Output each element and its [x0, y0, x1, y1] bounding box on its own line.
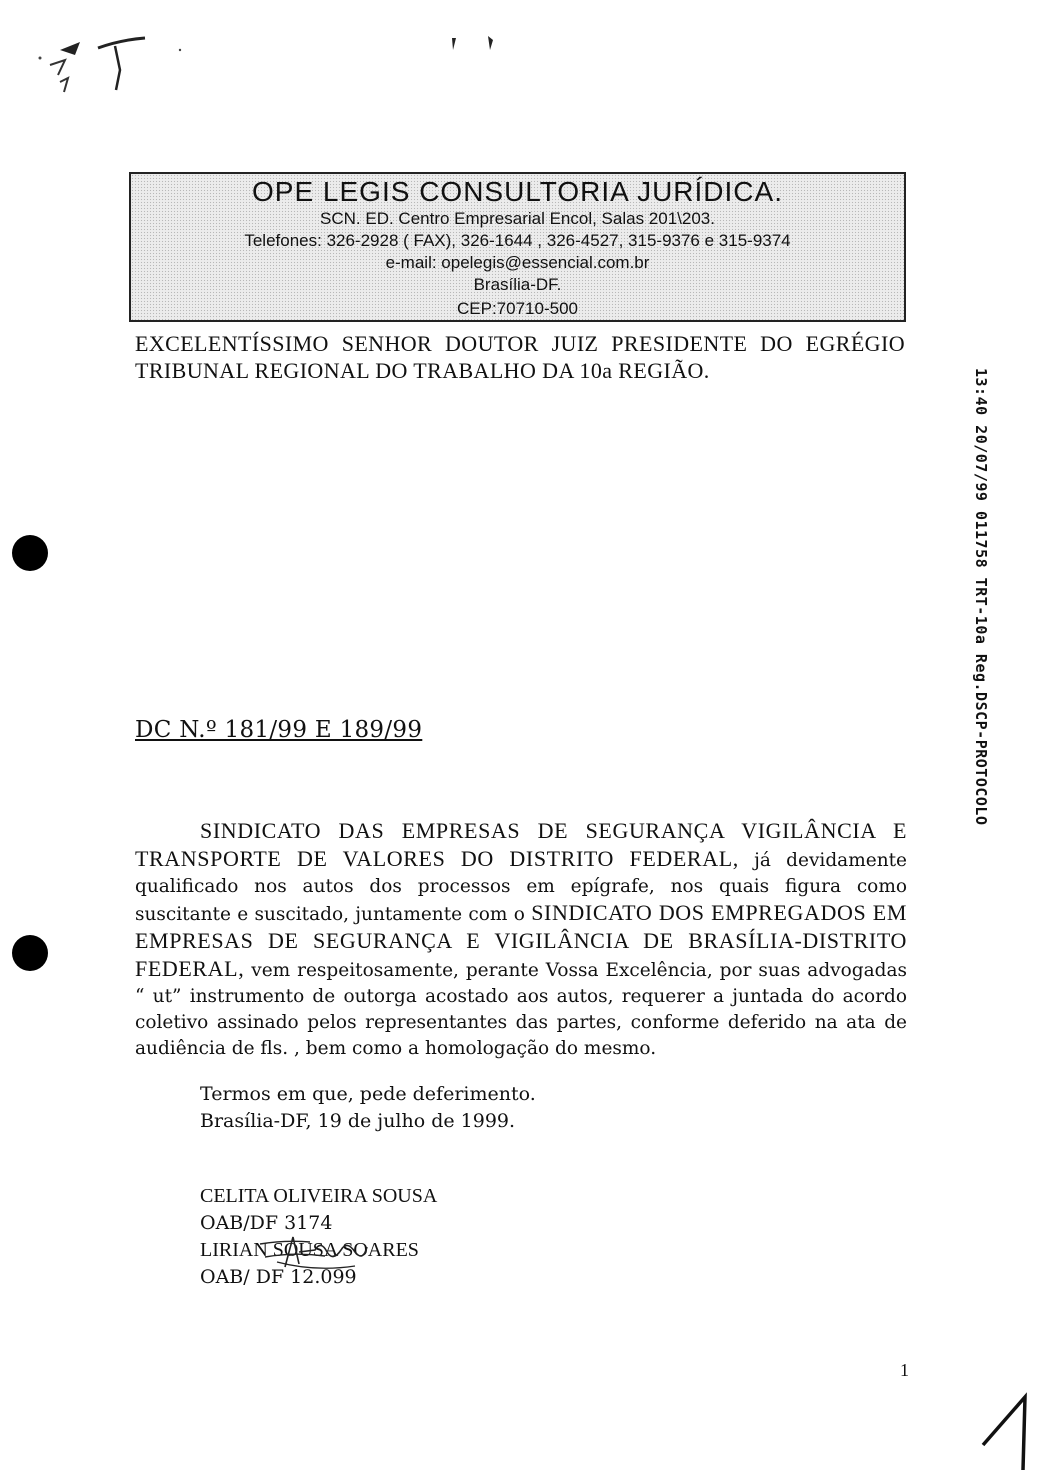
closing: [200, 1081, 536, 1135]
signatory-1-oab: OAB/DF 3174: [200, 1212, 333, 1234]
punch-hole-bottom: [12, 935, 48, 971]
party-1: SINDICATO DAS EMPRESAS DE SEGURANÇA VIGILÂNCIA E TRANSPORTE DE VALORES DO DISTRITO FEDERAL,: [135, 818, 907, 871]
body-text-2: vem respeitosamente, perante Vossa Excelência, por suas advogadas “ ut” instrumento de outorga acostado aos autos, requerer a juntada do acordo coletivo assinado pelos representantes das partes, conforme deferido na ata de audiência de fls. , bem como a homologação do mesmo.: [135, 960, 907, 1059]
addressee-line-1: EXCELENTÍSSIMO SENHOR DOUTOR JUIZ PRESIDENTE DO EGRÉGIO: [135, 331, 905, 356]
addressee: [135, 330, 905, 384]
signatory-2-name: LIRIAN SOUSA SOARES: [200, 1239, 419, 1261]
firm-city: Brasília-DF.: [473, 275, 562, 294]
handwritten-signature: [255, 1222, 375, 1282]
case-number: DC N.º 181/99 E 189/99: [135, 717, 423, 743]
protocol-stamp-text: 13:40 20/07/99 011758 TRT-10a Reg.DSCP-PROTOCOLO: [972, 368, 990, 826]
firm-address: SCN. ED. Centro Empresarial Encol, Salas 201\203.: [320, 209, 715, 228]
handwritten-page-mark: [975, 1385, 1035, 1475]
protocol-stamp: [964, 368, 990, 826]
scan-marks-top: [440, 30, 510, 60]
body-text-1: já devidamente qualificado nos autos dos processos em epígrafe, nos quais figura como suscitante e suscitado, juntamente com o: [135, 850, 907, 925]
addressee-line-2: TRIBUNAL REGIONAL DO TRABALHO DA 10a REGIÃO.: [135, 358, 710, 383]
punch-hole-top: [12, 535, 48, 571]
signatory-2-oab: OAB/ DF 12.099: [200, 1266, 357, 1288]
closing-line-1: Termos em que, pede deferimento.: [200, 1083, 536, 1105]
body-paragraph: [135, 818, 907, 1062]
letterhead: [129, 172, 906, 322]
signatory-1-name: CELITA OLIVEIRA SOUSA: [200, 1185, 438, 1207]
party-2: SINDICATO DOS EMPREGADOS EM EMPRESAS DE SEGURANÇA E VIGILÂNCIA DE BRASÍLIA-DISTRITO FEDERAL,: [135, 900, 907, 981]
page-number: 1: [900, 1360, 909, 1380]
firm-phones: Telefones: 326-2928 ( FAX), 326-1644 , 326-4527, 315-9376 e 315-9374: [244, 231, 791, 250]
firm-email: e-mail: opelegis@essencial.com.br: [385, 253, 650, 272]
closing-date: Brasília-DF, 19 de julho de 1999.: [200, 1110, 516, 1132]
firm-cep: CEP:70710-500: [457, 299, 578, 318]
scan-smudge-marks: [20, 20, 200, 110]
firm-name: OPE LEGIS CONSULTORIA JURÍDICA.: [252, 176, 783, 207]
